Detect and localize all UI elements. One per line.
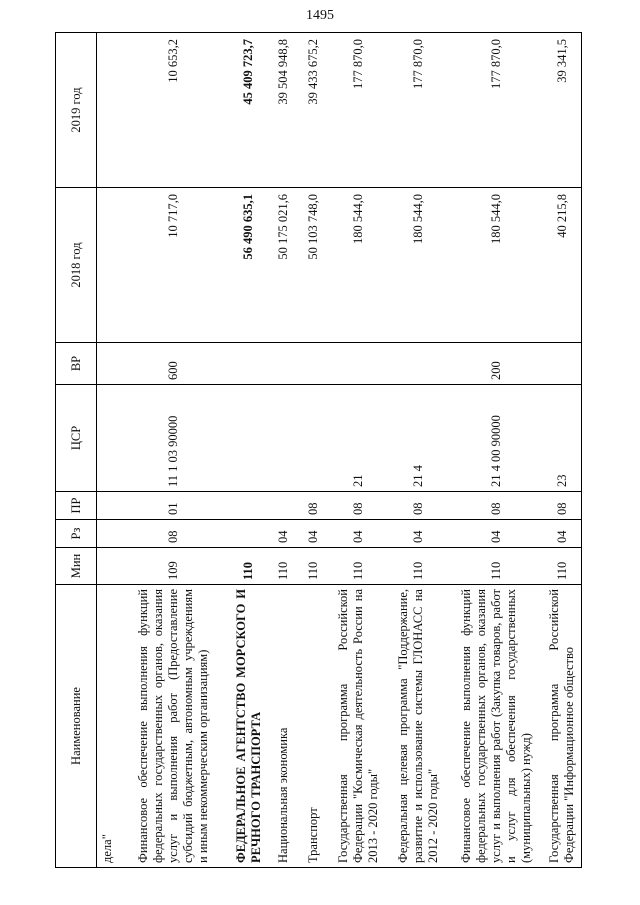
cell-rz: 04 — [299, 520, 329, 548]
cell-name: ФЕДЕРАЛЬНОЕ АГЕНТСТВО МОРСКОГО И РЕЧНОГО ТРАНСПОРТА — [229, 585, 269, 868]
cell-2018: 56 490 635,1 — [229, 188, 269, 343]
cell-rz: 04 — [269, 520, 299, 548]
cell-vr — [544, 343, 582, 385]
cell-2019: 177 870,0 — [329, 33, 389, 188]
cell-csr: 11 1 03 90000 — [119, 385, 229, 492]
cell-2019: 177 870,0 — [389, 33, 449, 188]
table-row — [119, 33, 229, 868]
cell-name: дела" — [97, 585, 119, 868]
cell-name: Финансовое обеспечение выполнения функций федеральных государственных органов, оказания услуг и выполнения работ (Закупка товаров, работ и услуг для обеспечения государственных (муниципальных) нужд) — [449, 585, 544, 868]
cell-pr: 01 — [119, 492, 229, 520]
cell-rz: 04 — [329, 520, 389, 548]
table-row — [97, 33, 119, 868]
cell-csr — [299, 385, 329, 492]
cell-min: 110 — [299, 548, 329, 585]
cell-vr — [389, 343, 449, 385]
cell-2018: 10 717,0 — [119, 188, 229, 343]
cell-vr — [329, 343, 389, 385]
header-pr: ПР — [56, 492, 97, 520]
header-rz: Рз — [56, 520, 97, 548]
cell-rz — [229, 520, 269, 548]
header-2019: 2019 год — [56, 33, 97, 188]
cell-2018: 50 175 021,6 — [269, 188, 299, 343]
cell-min — [97, 548, 119, 585]
table-header-row — [56, 33, 97, 868]
cell-2018 — [97, 188, 119, 343]
header-csr: ЦСР — [56, 385, 97, 492]
cell-min: 110 — [229, 548, 269, 585]
cell-2018: 40 215,8 — [544, 188, 582, 343]
cell-min: 109 — [119, 548, 229, 585]
table-body — [97, 33, 582, 868]
cell-pr: 08 — [544, 492, 582, 520]
cell-name: Государственная программа Российской Федерации "Космическая деятельность России на 2013 - 2020 годы" — [329, 585, 389, 868]
cell-pr: 08 — [389, 492, 449, 520]
cell-2019: 177 870,0 — [449, 33, 544, 188]
cell-min: 110 — [269, 548, 299, 585]
header-min: Мин — [56, 548, 97, 585]
cell-2019: 39 341,5 — [544, 33, 582, 188]
cell-2018: 50 103 748,0 — [299, 188, 329, 343]
cell-vr — [269, 343, 299, 385]
cell-vr: 600 — [119, 343, 229, 385]
table-row — [389, 33, 449, 868]
cell-vr — [97, 343, 119, 385]
cell-2019 — [97, 33, 119, 188]
header-2018: 2018 год — [56, 188, 97, 343]
cell-pr: 08 — [299, 492, 329, 520]
header-vr: ВР — [56, 343, 97, 385]
cell-pr: 08 — [329, 492, 389, 520]
cell-csr: 21 4 00 90000 — [449, 385, 544, 492]
cell-min: 110 — [449, 548, 544, 585]
cell-vr — [299, 343, 329, 385]
cell-rz: 04 — [449, 520, 544, 548]
cell-csr: 21 — [329, 385, 389, 492]
cell-2019: 45 409 723,7 — [229, 33, 269, 188]
cell-csr — [269, 385, 299, 492]
cell-2019: 10 653,2 — [119, 33, 229, 188]
header-name: Наименование — [56, 585, 97, 868]
cell-name: Федеральная целевая программа "Поддержание, развитие и использование системы ГЛОНАСС на 2012 - 2020 годы" — [389, 585, 449, 868]
page-number: 1495 — [306, 8, 334, 23]
table-row — [299, 33, 329, 868]
cell-2018: 180 544,0 — [449, 188, 544, 343]
cell-rz: 08 — [119, 520, 229, 548]
cell-name: Транспорт — [299, 585, 329, 868]
cell-pr — [229, 492, 269, 520]
cell-csr — [97, 385, 119, 492]
cell-pr — [269, 492, 299, 520]
cell-rz: 04 — [389, 520, 449, 548]
cell-2018: 180 544,0 — [389, 188, 449, 343]
table-row — [269, 33, 299, 868]
cell-min: 110 — [329, 548, 389, 585]
cell-min: 110 — [544, 548, 582, 585]
cell-pr — [97, 492, 119, 520]
cell-csr: 21 4 — [389, 385, 449, 492]
table-row — [544, 33, 582, 868]
cell-2018: 180 544,0 — [329, 188, 389, 343]
table-row — [229, 33, 269, 868]
cell-rz: 04 — [544, 520, 582, 548]
rotated-table-container — [55, 33, 600, 868]
cell-csr: 23 — [544, 385, 582, 492]
cell-rz — [97, 520, 119, 548]
cell-2019: 39 433 675,2 — [299, 33, 329, 188]
cell-2019: 39 504 948,8 — [269, 33, 299, 188]
cell-vr: 200 — [449, 343, 544, 385]
cell-min: 110 — [389, 548, 449, 585]
cell-csr — [229, 385, 269, 492]
cell-vr — [229, 343, 269, 385]
cell-name: Национальная экономика — [269, 585, 299, 868]
cell-name: Государственная программа Российской Федерации "Информационное общество — [544, 585, 582, 868]
budget-table — [55, 32, 582, 868]
table-row — [449, 33, 544, 868]
cell-pr: 08 — [449, 492, 544, 520]
cell-name: Финансовое обеспечение выполнения функций федеральных государственных органов, оказания услуг и выполнения работ (Предоставление субсидий бюджетным, автономным учреждениям и иным некоммерческим организациям) — [119, 585, 229, 868]
table-row — [329, 33, 389, 868]
